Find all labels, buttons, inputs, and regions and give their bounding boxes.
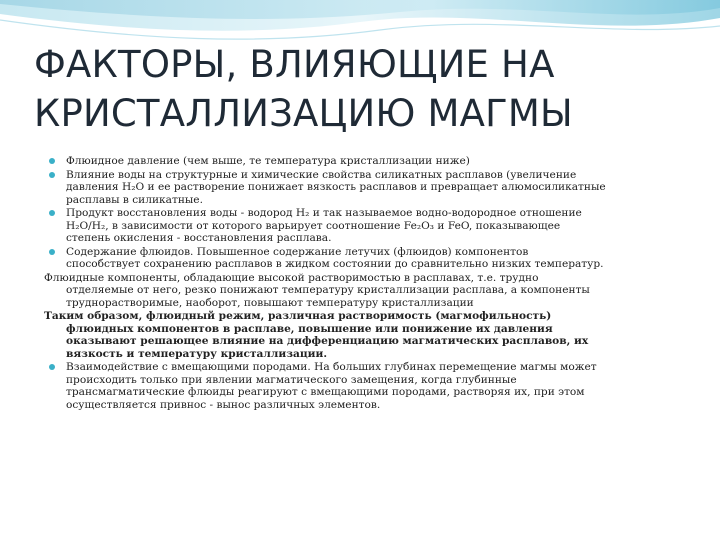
bullet-item: [44, 155, 694, 168]
paragraph-text-line: флюидных компонентов в расплаве, повышение или понижение их давления: [66, 322, 553, 335]
paragraph-text-line: труднорастворимые, наоборот, повышают температуру кристаллизации: [66, 296, 474, 309]
slide-title: [34, 40, 694, 138]
bullet-text-line: трансмагматические флюиды реагируют с вмещающими породами, растворяя их, при этом: [66, 386, 585, 398]
bullet-dot-icon: [49, 249, 55, 255]
bullet-item: [44, 361, 694, 411]
bullet-text-line: Флюидное давление (чем выше, те температура кристаллизации ниже): [66, 155, 470, 167]
slide-body: [44, 155, 694, 411]
bullet-text-line: давления H₂O и ее растворение понижает вязкость расплавов и превращает алюмосиликатные: [66, 181, 606, 193]
bullet-item: [44, 169, 694, 207]
paragraph: [44, 272, 694, 310]
bullet-text-line: способствует сохранению расплавов в жидком состоянии до сравнительно низких температур.: [66, 258, 604, 270]
bullet-item: [44, 246, 694, 271]
bullet-text-line: происходить только при явлении магматического замещения, когда глубинные: [66, 373, 517, 386]
bullet-dot-icon: [49, 364, 55, 370]
paragraph-text-line: Флюидные компоненты, обладающие высокой растворимостью в расплавах, т.е. трудно: [44, 271, 539, 284]
bullet-text-line: степень окисления - восстановления расплава.: [66, 232, 332, 244]
paragraph-text-line: вязкость и температуру кристаллизации.: [66, 347, 328, 360]
bullet-text-line: Взаимодействие с вмещающими породами. На больших глубинах перемещение магмы может: [66, 361, 597, 373]
paragraph-text-line: Таким образом, флюидный режим, различная растворимость (магмофильность): [44, 310, 552, 322]
bullet-dot-icon: [49, 158, 55, 164]
bullet-text-line: Продукт восстановления воды - водород H₂ и так называемое водно-водородное отношение: [66, 207, 582, 219]
bullet-text-line: расплавы в силикатные.: [66, 193, 203, 206]
bullet-text-line: Влияние воды на структурные и химические свойства силикатных расплавов (увеличение: [66, 168, 577, 181]
bullet-dot-icon: [49, 172, 55, 178]
paragraph-text-line: оказывают решающее влияние на дифференциацию магматических расплавов, их: [66, 335, 589, 347]
slide-title-line-2: КРИСТАЛЛИЗАЦИЮ МАГМЫ: [34, 92, 573, 135]
bullet-item: [44, 207, 694, 245]
paragraph-text-line: отделяемые от него, резко понижают температуру кристаллизации расплава, а компоненты: [66, 284, 590, 296]
bullet-text-line: осуществляется привнос - вынос различных элементов.: [66, 398, 381, 411]
slide-title-line-1: ФАКТОРЫ, ВЛИЯЮЩИЕ НА: [34, 43, 555, 86]
summary-paragraph: [44, 310, 694, 360]
bullet-text-line: Содержание флюидов. Повышенное содержание летучих (флюидов) компонентов: [66, 245, 529, 258]
bullet-dot-icon: [49, 210, 55, 216]
bullet-text-line: H₂O/H₂, в зависимости от которого варьирует соотношение Fe₂O₃ и FeO, показывающее: [66, 219, 561, 232]
